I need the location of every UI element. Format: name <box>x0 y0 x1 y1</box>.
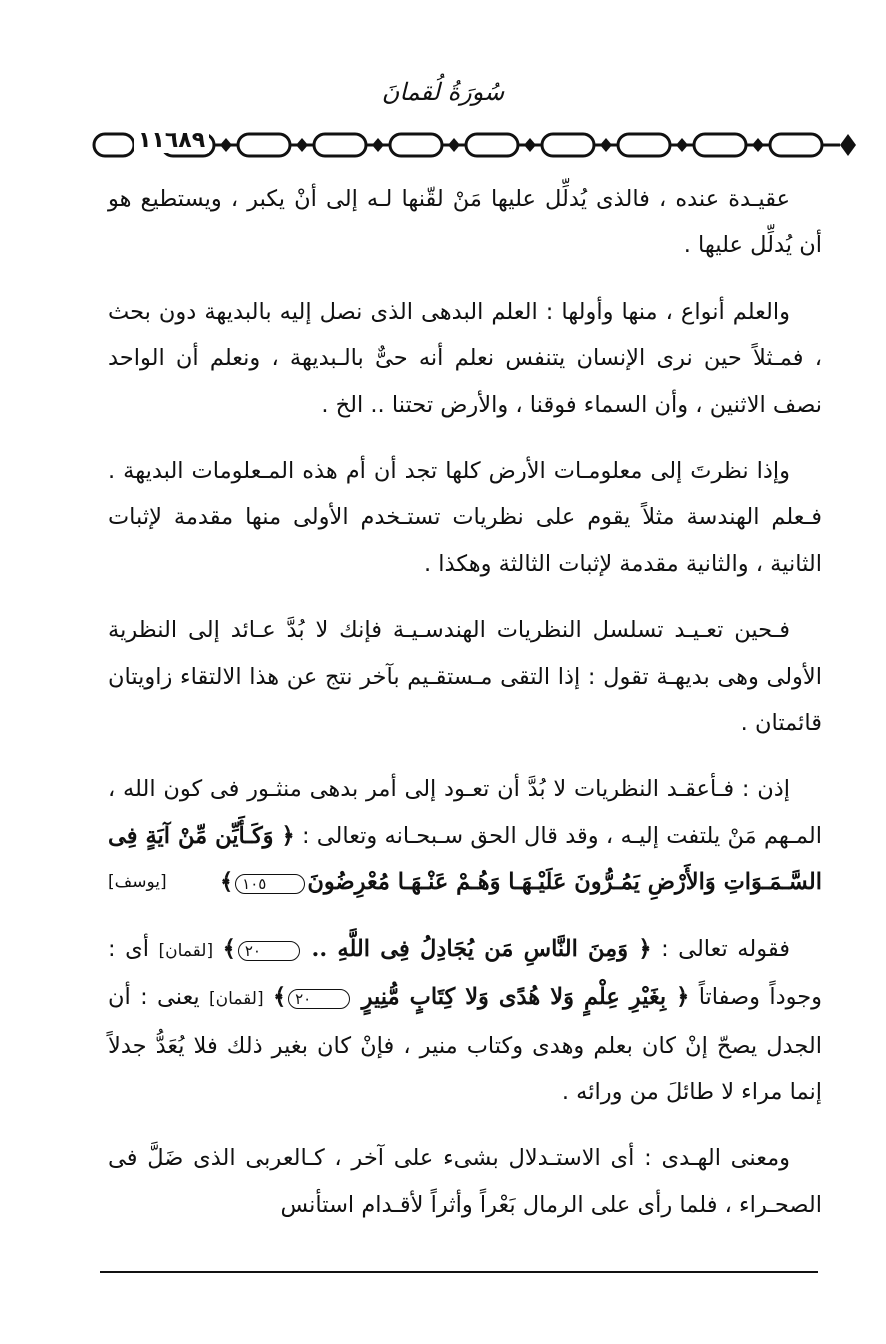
paragraph-text: يعنى : أن الجدل يصحّ إنْ كان بعلم وهدى وكتاب منير ، فإنْ كان بغير ذلك فلا يُعَدُّ جدلاً إنما مراء لا طائلَ من ورائه . <box>108 984 822 1105</box>
paragraph-text: أى : وجوداً وصفاتاً <box>108 935 823 1011</box>
verse-number: ١٠٥ <box>235 874 305 894</box>
paragraph-text: إذن : فـأعقـد النظريات لا بُدَّ أن تعـود إلى أمر بدهى منثـور فى كون الله ، المـهم مَنْ يلتفت إليـه ، وقد قال الحق سـبحـانه وتعالى : <box>108 776 823 849</box>
paragraph-text: فقوله تعالى : <box>661 935 790 962</box>
verse-close-bracket: ﴾ <box>272 984 287 1011</box>
quran-verse: ﴿ بِغَيْرِ عِلْمٍ وَلا هُدًى وَلا كِتَابٍ مُّنِيرٍ <box>361 984 690 1011</box>
paragraph: عقيـدة عنده ، فالذى يُدلِّل عليها مَنْ لقّنها لـه إلى أنْ يكبر ، ويستطيع هو أن يُدلِّل عليها . <box>108 186 822 259</box>
paragraph: وإذا نظرتَ إلى معلومـات الأرض كلها تجد أن أم هذه المـعلومات البديهة . فـعلم الهندسة مثلاً يقوم على نظريات تستـخدم الأولى منها مقدمة لإثبات الثانية ، والثانية مقدمة لإثبات الثالثة وهكذا . <box>108 458 822 577</box>
quran-verse: ﴿ وَكَـأَيِّن مِّنْ آيَةٍ فِى السَّـمَـوَاتِ وَالأَرْضِ يَمُـرُّونَ عَلَيْـهَـا وَهُـمْ عَنْـهَـا مُعْرِضُونَ <box>108 822 822 896</box>
footer-rule <box>100 1271 818 1273</box>
verse-reference: [لقمان] <box>158 940 214 961</box>
verse-reference: [لقمان] <box>209 989 264 1010</box>
verse-number: ٢٠ <box>238 941 300 961</box>
paragraph: فـحين تعـيـد تسلسل النظريات الهندسـيـة فإنك لا بُدَّ عـائد إلى النظرية الأولى وهى بديهـة تقول : إذا التقى مـستقـيم بآخر نتج عن هذا الالتقاء زاويتان قائمتان . <box>108 617 822 737</box>
surah-title: سُورَةُ لُقمانَ <box>381 78 505 106</box>
quran-verse: ﴿ وَمِنَ النَّاسِ مَن يُجَادِلُ فِى اللَّهِ .. <box>311 935 652 962</box>
verse-close-bracket: ﴾ <box>219 869 234 896</box>
verse-close-bracket: ﴾ <box>222 935 236 962</box>
paragraph <box>108 766 822 905</box>
paragraph <box>108 926 822 1116</box>
paragraph: ومعنى الهـدى : أى الاستـدلال بشىء على آخر ، كـالعربى الذى ضَلَّ فى الصحـراء ، فلما رأى على الرمال بَعْراً وأثراً لأقـدام استأنس <box>108 1145 822 1218</box>
body-text <box>108 176 822 1248</box>
page-number: ١١٦٨٩ <box>134 128 209 153</box>
verse-number: ٢٠ <box>288 989 350 1009</box>
verse-reference: [يوسف] <box>108 872 167 893</box>
paragraph: والعلم أنواع ، منها وأولها : العلم البدهى الذى نصل إليه بالبديهة دون بحث ، فمـثلاً حين نرى الإنسان يتنفس نعلم أنه حىٌّ بالـبديهة ، ونعلم أن الواحد نصف الاثنين ، وأن السماء فوقنا ، والأرض تحتنا .. الخ . <box>108 298 822 418</box>
